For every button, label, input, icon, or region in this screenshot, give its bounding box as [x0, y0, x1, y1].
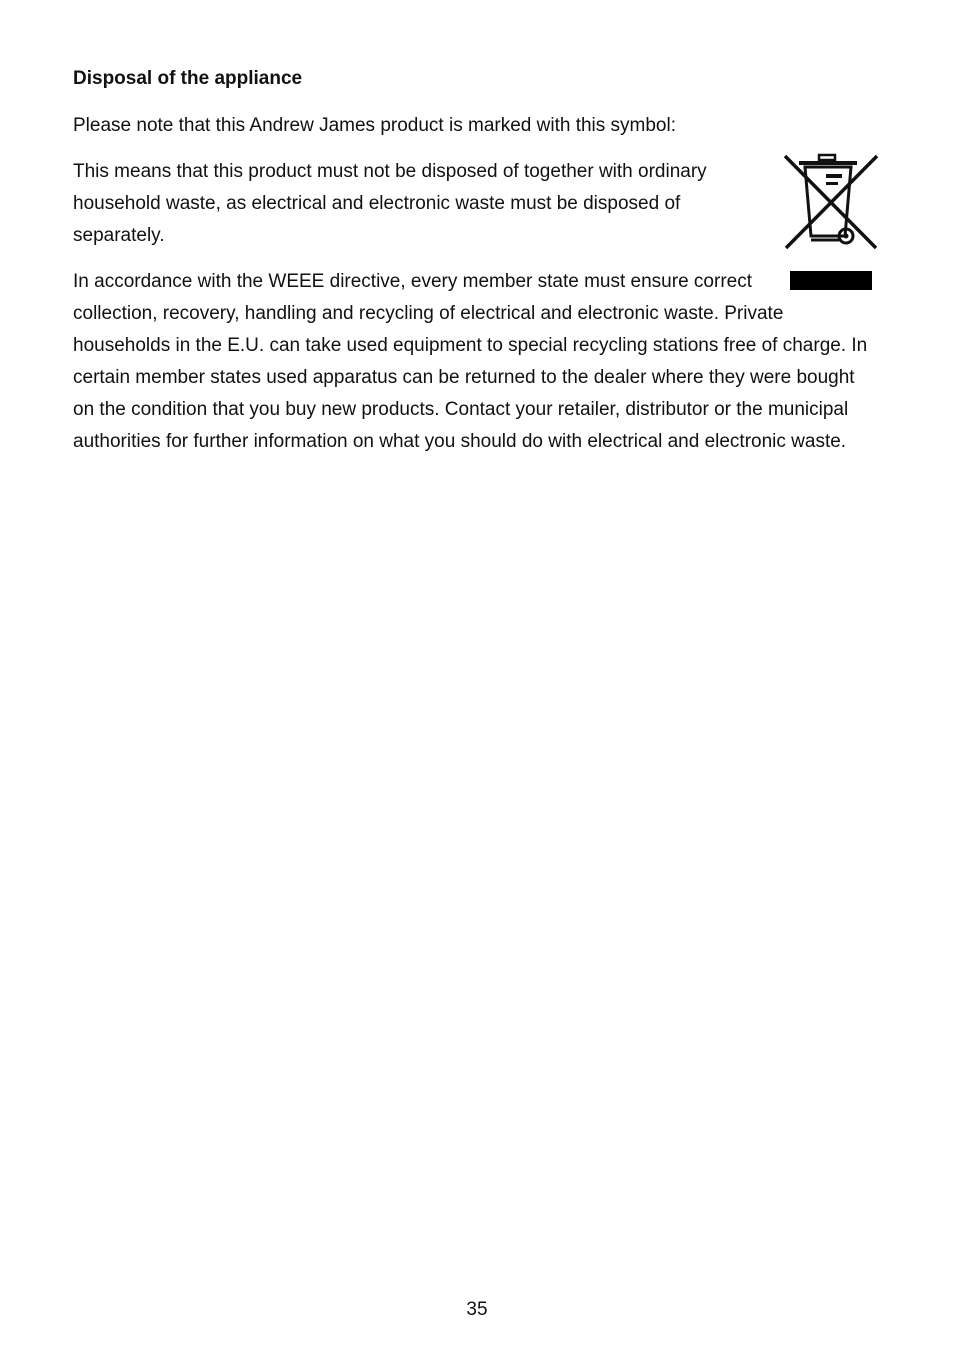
document-body — [73, 64, 883, 472]
page-number: 35 — [466, 1299, 488, 1320]
intro-paragraph: Please note that this Andrew James product is marked with this symbol: — [73, 115, 676, 136]
disposal-paragraph: This means that this product must not be disposed of together with ordinary household waste, as electrical and electronic waste must be disposed of separately. — [73, 161, 707, 246]
weee-paragraph-text: In accordance with the WEEE directive, every member state must ensure correct collection, recovery, handling and recycling of electrical and electronic waste. Private households in the E.U. can take used equipment to special recycling stations free of charge. In certain member states used apparatus can be returned to the dealer where they were bought on the condition that you buy new products. Contact your retailer, distributor or the municipal authorities for further information on what you should do with electrical and electronic waste. — [73, 271, 868, 452]
crossed-out-wheelie-bin-icon — [781, 152, 881, 294]
weee-paragraph — [73, 266, 873, 458]
section-heading: Disposal of the appliance — [73, 68, 303, 89]
